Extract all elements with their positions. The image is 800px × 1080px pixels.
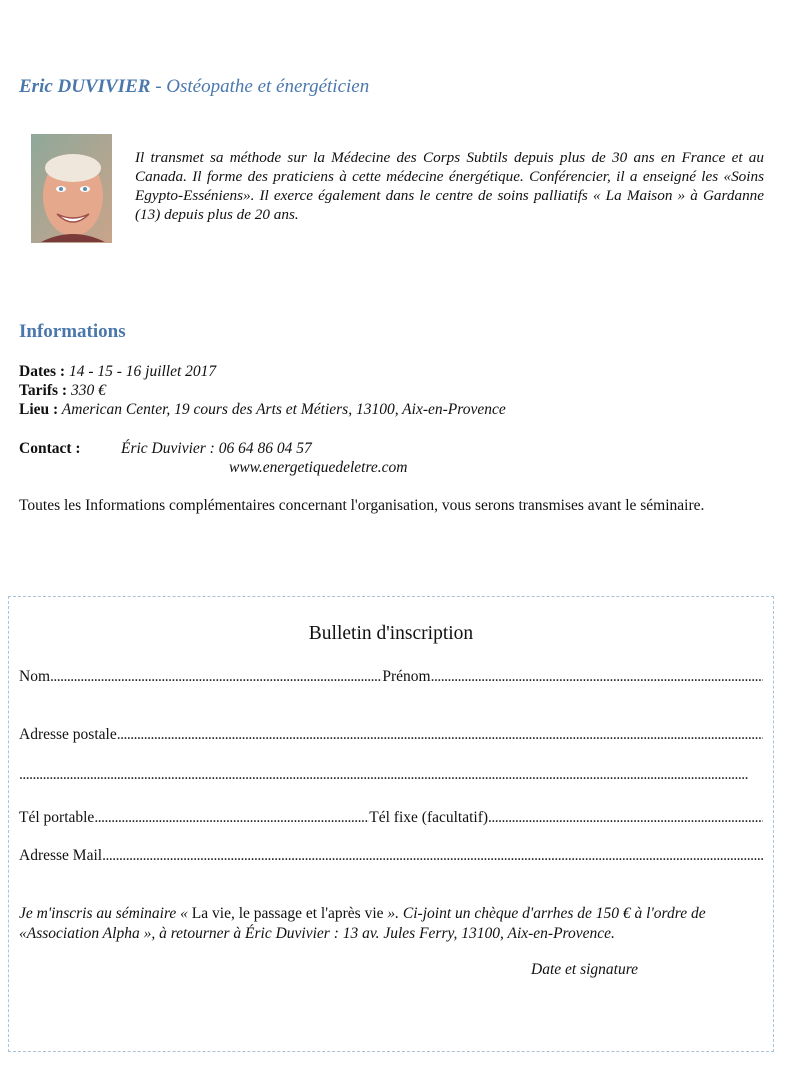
pledge-part1: Je m'inscris au séminaire « xyxy=(19,905,192,922)
contact-label: Contact : xyxy=(19,440,81,457)
author-role: - Ostéopathe et énergéticien xyxy=(150,76,370,97)
nom-label: Nom xyxy=(19,668,50,685)
prenom-label: Prénom xyxy=(382,668,431,685)
registration-pledge xyxy=(19,904,764,944)
tarifs-line xyxy=(19,382,106,400)
author-portrait xyxy=(31,134,112,243)
tarifs-label: Tarifs : xyxy=(19,382,68,399)
author-bio: Il transmet sa méthode sur la Médecine des Corps Subtils depuis plus de 30 ans en France et au Canada. Il forme des praticiens à cette médecine énergétique. Conférencier, il a enseigné les «Soins Egypto-Esséniens». Il exerce également dans le centre de soins palliatifs « La Maison » à Gardanne (13) depuis plus de 20 ans. xyxy=(135,149,764,223)
adresse-label: Adresse postale xyxy=(19,726,117,743)
tarifs-value: 330 € xyxy=(67,382,106,399)
tel-fixe-field[interactable] xyxy=(488,809,763,827)
portrait-photo-icon xyxy=(31,134,112,243)
signature-label: Date et signature xyxy=(531,961,639,978)
lieu-value: American Center, 19 cours des Arts et Métiers, 13100, Aix-en-Provence xyxy=(58,401,506,418)
adresse-field-line2[interactable] xyxy=(19,766,763,784)
tel-portable-field[interactable] xyxy=(94,809,369,827)
mail-row xyxy=(19,847,763,865)
nom-field[interactable] xyxy=(50,668,382,686)
contact-website[interactable]: www.energetiquedeletre.com xyxy=(229,459,408,476)
adresse-field[interactable] xyxy=(117,726,763,744)
lieu-line xyxy=(19,401,506,419)
address-row-2 xyxy=(19,766,763,784)
tel-fixe-label: Tél fixe (facultatif) xyxy=(369,809,489,826)
author-name: Eric DUVIVIER xyxy=(19,76,151,97)
info-note: Toutes les Informations complémentaires concernant l'organisation, vous serons transmises avant le séminaire. xyxy=(19,497,705,514)
informations-title: Informations xyxy=(19,321,126,342)
phone-row xyxy=(19,809,763,827)
dates-line xyxy=(19,363,216,381)
dates-value: 14 - 15 - 16 juillet 2017 xyxy=(65,363,217,380)
tel-portable-label: Tél portable xyxy=(19,809,95,826)
lieu-label: Lieu : xyxy=(19,401,59,418)
form-title: Bulletin d'inscription xyxy=(308,623,474,644)
mail-label: Adresse Mail xyxy=(19,847,103,864)
name-row xyxy=(19,668,763,686)
prenom-field[interactable] xyxy=(431,668,763,686)
mail-field[interactable] xyxy=(102,847,763,865)
author-heading xyxy=(19,76,369,98)
address-row xyxy=(19,726,763,744)
pledge-seminar-title: La vie, le passage et l'après vie xyxy=(191,905,384,922)
contact-phone: Éric Duvivier : 06 64 86 04 57 xyxy=(121,440,312,457)
dates-label: Dates : xyxy=(19,363,66,380)
pledge-part2: ». Ci-joint un chèque d'arrhes de 150 € à l'ordre de «Association Alpha », à retourner à Éric Duvivier : 13 av. Jules Ferry, 13100, Aix-en-Provence. xyxy=(19,905,706,942)
